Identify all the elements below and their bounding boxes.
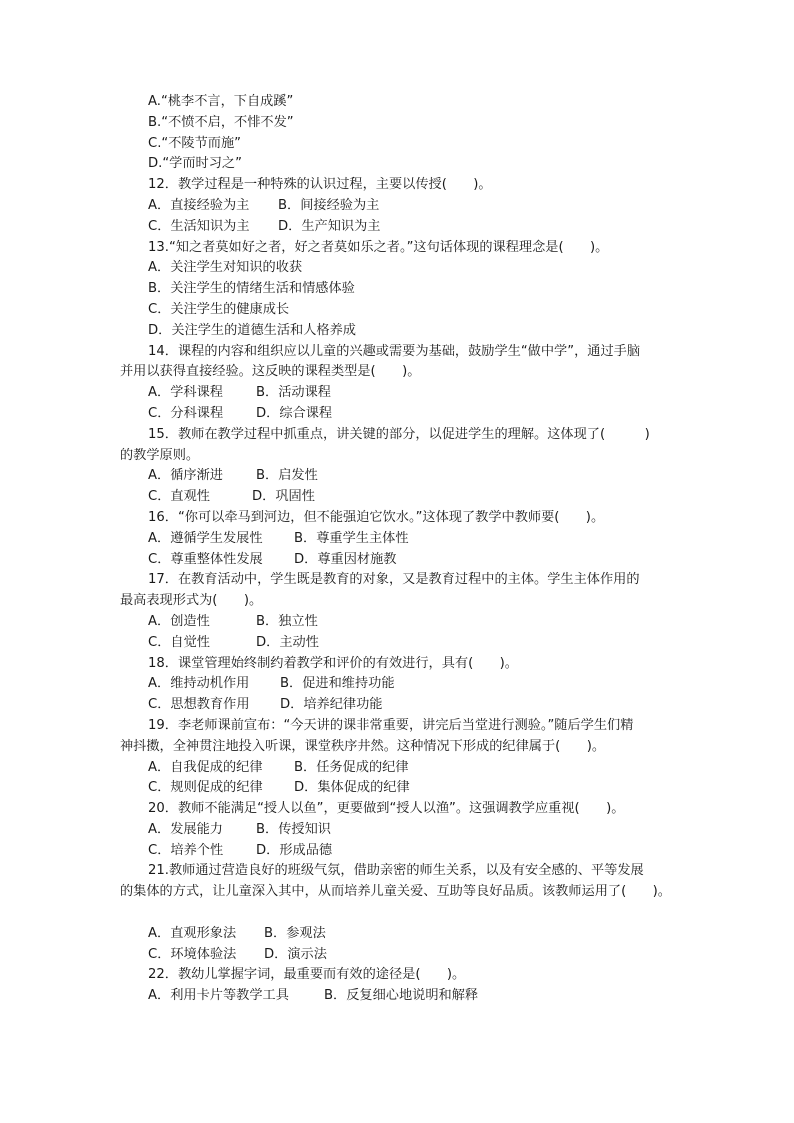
option-c: C．分科课程	[148, 405, 224, 421]
option-line: B．关注学生的情绪生活和情感体验	[148, 281, 355, 297]
option-row	[120, 196, 720, 217]
option-c: C．生活知识为主	[148, 218, 250, 234]
question-16: 16．“你可以牵马到河边，但不能强迫它饮水。”这体现了教学中教师要( )。	[148, 509, 605, 525]
question-12: 12．教学过程是一种特殊的认识过程，主要以传授( )。	[148, 177, 492, 193]
option-b: B．尊重学生主体性	[294, 530, 409, 546]
question-14: 14．课程的内容和组织应以儿童的兴趣或需要为基础，鼓励学生“做中学”，通过手脑	[148, 343, 641, 359]
option-d: D．集体促成的纪律	[294, 780, 410, 796]
question-15: 15．教师在教学过程中抓重点，讲关键的部分，以促进学生的理解。这体现了( )	[148, 426, 650, 442]
option-line: B.“不愤不启，不悱不发”	[148, 114, 294, 130]
option-b: B．任务促成的纪律	[294, 759, 409, 775]
option-row	[120, 695, 720, 716]
option-a: A．维持动机作用	[148, 676, 250, 692]
option-row	[120, 674, 720, 695]
option-b: B．参观法	[264, 925, 326, 941]
option-c: C．培养个性	[148, 842, 224, 858]
option-row	[120, 778, 720, 799]
option-a: A．创造性	[148, 613, 210, 629]
option-d: D．培养纪律功能	[280, 697, 383, 713]
option-d: D．形成品德	[256, 842, 333, 858]
option-d: D．尊重因材施教	[294, 551, 397, 567]
option-line: D.“学而时习之”	[148, 156, 242, 172]
question-22: 22．教幼儿掌握字词，最重要而有效的途径是( )。	[148, 967, 466, 983]
option-row	[120, 404, 720, 425]
option-d: D．巩固性	[252, 489, 315, 505]
option-a: A．直观形象法	[148, 925, 237, 941]
option-line: D．关注学生的道德生活和人格养成	[148, 322, 356, 338]
option-a: A．循序渐进	[148, 468, 223, 484]
option-b: B．反复细心地说明和解释	[324, 988, 479, 1004]
question-14-cont: 并用以获得直接经验。这反映的课程类型是( )。	[120, 364, 421, 380]
option-row	[120, 550, 720, 571]
question-17: 17．在教育活动中，学生既是教育的对象，又是教育过程中的主体。学生主体作用的	[148, 572, 640, 588]
option-line: A.“桃李不言，下自成蹊”	[148, 94, 294, 109]
option-c: C．自觉性	[148, 634, 210, 650]
option-c: C．环境体验法	[148, 946, 237, 962]
question-17-cont: 最高表现形式为( )。	[120, 593, 263, 609]
option-d: D．综合课程	[256, 405, 333, 421]
option-c: C．思想教育作用	[148, 697, 250, 713]
option-a: A．自我促成的纪律	[148, 759, 263, 775]
option-c: C．直观性	[148, 489, 210, 505]
question-21-cont: 的集体的方式，让儿童深入其中，从而培养儿童关爱、互助等良好品质。该教师运用了( )。	[120, 884, 671, 900]
option-b: B．传授知识	[256, 821, 331, 837]
option-line: C．关注学生的健康成长	[148, 301, 290, 317]
option-row	[120, 924, 720, 945]
question-19-cont: 神抖擞，全神贯注地投入听课，课堂秩序井然。这种情况下形成的纪律属于( )。	[120, 738, 606, 754]
option-b: B．独立性	[256, 613, 318, 629]
option-a: A．遵循学生发展性	[148, 530, 263, 546]
option-row	[120, 945, 720, 966]
option-row	[120, 633, 720, 654]
option-a: A．学科课程	[148, 385, 223, 401]
question-18: 18．课堂管理始终制约着教学和评价的有效进行，具有( )。	[148, 655, 518, 671]
option-d: D．生产知识为主	[278, 218, 381, 234]
option-a: A．利用卡片等教学工具	[148, 988, 289, 1004]
option-b: B．活动课程	[256, 385, 331, 401]
question-21: 21.教师通过营造良好的班级气氛，借助亲密的师生关系，以及有安全感的、平等发展	[148, 863, 644, 879]
option-row	[120, 487, 720, 508]
option-row	[120, 612, 720, 633]
option-row	[120, 841, 720, 862]
option-d: D．演示法	[264, 946, 327, 962]
question-13: 13.“知之者莫如好之者，好之者莫如乐之者。”这句话体现的课程理念是( )。	[148, 239, 609, 255]
option-row	[120, 758, 720, 779]
question-20: 20．教师不能满足“授人以鱼”，更要做到“授人以渔”。这强调教学应重视( )。	[148, 801, 625, 817]
question-19: 19．李老师课前宣布：“今天讲的课非常重要，讲完后当堂进行测验。”随后学生们精	[148, 717, 634, 733]
blank-line	[120, 903, 720, 924]
option-d: D．主动性	[256, 634, 319, 650]
option-a: A．发展能力	[148, 821, 223, 837]
option-row	[120, 986, 720, 1007]
option-b: B．促进和维持功能	[280, 676, 395, 692]
option-c: C．尊重整体性发展	[148, 551, 263, 567]
option-row	[120, 217, 720, 238]
question-list	[120, 92, 720, 1007]
option-line: C.“不陵节而施”	[148, 135, 242, 151]
option-c: C．规则促成的纪律	[148, 780, 263, 796]
option-row	[120, 466, 720, 487]
option-b: B．启发性	[256, 468, 318, 484]
option-row	[120, 820, 720, 841]
option-row	[120, 529, 720, 550]
option-row	[120, 383, 720, 404]
option-b: B．间接经验为主	[278, 197, 380, 213]
option-a: A．直接经验为主	[148, 197, 250, 213]
question-15-cont: 的教学原则。	[120, 447, 200, 463]
option-line: A．关注学生对知识的收获	[148, 260, 303, 276]
